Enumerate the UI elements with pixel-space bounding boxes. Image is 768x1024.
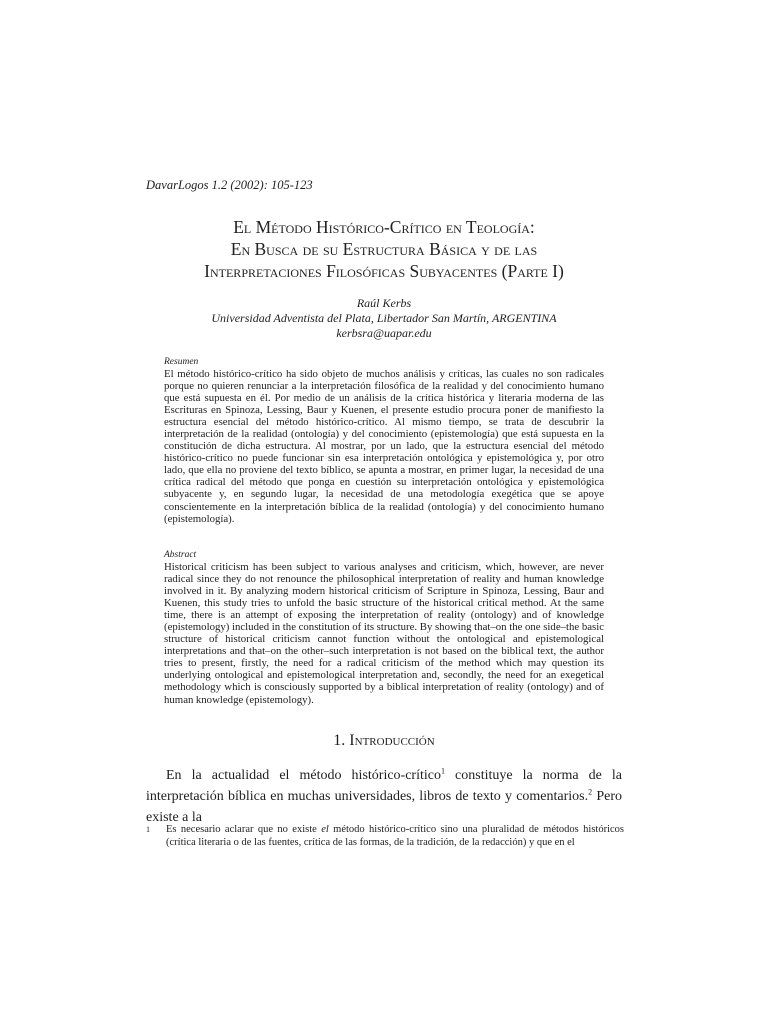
journal-citation: DavarLogos 1.2 (2002): 105-123: [146, 178, 313, 192]
introduction-paragraph: [146, 765, 622, 828]
abstract-text: Historical criticism has been subject to various analyses and criticism, which, however, are never radical since they do not renounce the philosophical interpretation of reality and human knowledge involved in it. By analyzing modern historical criticism of Scripture in Spinoza, Lessing, Baur and Kuenen, this study tries to unfold the basic structure of the historical critical method. At the same time, there is an attempt of exposing the interpretation of reality (ontology) and of knowledge (epistemology) included in the constitution of its structure. By showing that–on the one side–the basic structure of historical criticism cannot function without the ontological and epistemological interpretations and that–on the other–such interpretation is not based on the biblical text, the author tries to present, firstly, the need for a radical criticism of the method which may question its underlying ontological and epistemological interpretation and, secondly, the need for an exegetical methodology which is consciously supported by a biblical interpretation of reality (ontology) and of human knowledge (epistemology).: [164, 561, 604, 706]
title-line-2: En Busca de su Estructura Básica y de las: [230, 239, 538, 259]
abstract-heading: Abstract: [164, 550, 197, 560]
intro-text-c: Pero existe a la: [146, 789, 623, 825]
title-line-3: Interpretaciones Filosóficas Subyacentes (Parte I): [204, 261, 564, 281]
intro-text-b: constituye la norma de la interpretación bíblica en muchas universidades, libros de texto y comentarios.: [146, 768, 622, 804]
introduction-heading: 1. Introducción: [333, 732, 435, 749]
title-line-1: El Método Histórico-Crítico en Teología:: [233, 217, 535, 237]
resumen-section: [164, 357, 604, 525]
footnote-1: [146, 823, 624, 849]
footnote-emphasis: el: [321, 824, 329, 835]
author-affiliation: Universidad Adventista del Plata, Libertador San Martín, ARGENTINA: [211, 311, 557, 325]
footnote-text-b: método histórico-crítico sino una pluralidad de métodos históricos (crítica literaria o de las fuentes, crítica de las formas, de la tradición, de la redacción) y que en el: [166, 824, 624, 848]
article-title: [110, 216, 658, 282]
author-name: Raúl Kerbs: [356, 296, 412, 310]
footnote-number: 1: [146, 825, 150, 834]
resumen-heading: Resumen: [164, 357, 199, 367]
author-block: [110, 296, 658, 341]
abstract-section: [164, 550, 604, 706]
intro-text-a: En la actualidad el método histórico-crítico: [166, 768, 441, 783]
resumen-text: El método histórico-crítico ha sido objeto de muchos análisis y críticas, las cuales no son radicales porque no quieren renunciar a la interpretación filosófica de la realidad y del conocimiento humano que está supuesta en él. Por medio de un análisis de la crítica histórica y literaria moderna de las Escrituras en Spinoza, Lessing, Baur y Kuenen, el presente estudio procura poner de manifiesto la estructura esencial del método histórico-crítico. Al mismo tiempo, se trata de descubrir la interpretación de la realidad (ontología) y del conocimiento (epistemología) que está supuesta en la constitución de dicha estructura. Al mostrar, por un lado, que la estructura esencial del método histórico-crítico no puede funcionar sin esa interpretación ontológica y epistemológica y, por otro lado, que ella no proviene del texto bíblico, se apunta a mostrar, en primer lugar, la necesidad de una crítica radical del método que ponga en cuestión su interpretación ontológica y epistemológica subyacente y, en segundo lugar, la necesidad de una metodología exegética que se apoye conscientemente en la interpretación bíblica de la realidad (ontología) y del conocimiento humano (epistemología).: [164, 368, 604, 525]
footnote-text-a: Es necesario aclarar que no existe: [166, 824, 322, 835]
footnote-ref-2[interactable]: 2: [588, 787, 593, 797]
author-email: kerbsra@uapar.edu: [336, 326, 432, 340]
footnote-text: [166, 823, 624, 849]
footnote-ref-1[interactable]: 1: [440, 766, 445, 776]
